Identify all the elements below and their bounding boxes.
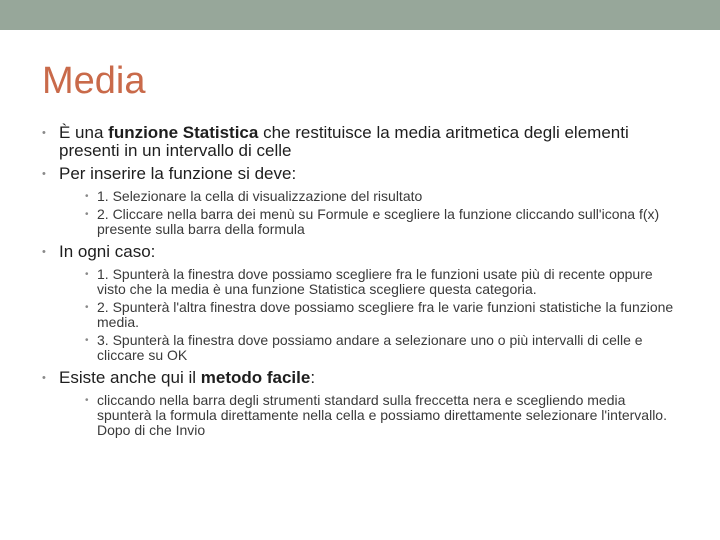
bullet-text (59, 164, 296, 183)
text-run: In ogni caso: (59, 242, 156, 261)
bullet-dot-icon: • (85, 269, 89, 280)
bullet-dot-icon: • (42, 127, 46, 139)
bullet-text (59, 242, 155, 261)
sub-bullet-text: 1. Spunterà la finestra dove possiamo scegliere fra le funzioni usate più di recente oppure visto che la media è una funzione Statistica scegliere questa categoria. (97, 266, 653, 297)
slide-body (42, 124, 682, 444)
bullet-item (42, 124, 682, 160)
top-accent-bar (0, 0, 720, 30)
sub-bullet-item (77, 300, 682, 330)
bullet-list (42, 124, 682, 438)
sub-bullet-item (77, 393, 682, 438)
text-run: Per inserire la funzione si deve: (59, 164, 297, 183)
sub-bullet-text: 2. Cliccare nella barra dei menù su Formule e scegliere la funzione cliccando sull'icona f(x) presente sulla barra della formula (97, 206, 660, 237)
bold-text: funzione Statistica (108, 123, 259, 142)
bullet-dot-icon: • (85, 191, 89, 202)
sub-bullet-item (77, 267, 682, 297)
text-run: È una (59, 123, 109, 142)
sub-bullet-text: 2. Spunterà l'altra finestra dove possiamo scegliere fra le varie funzioni statistiche la funzione media. (97, 299, 674, 330)
bold-text: metodo facile (200, 368, 311, 387)
sub-bullet-text: 3. Spunterà la finestra dove possiamo andare a selezionare uno o più intervalli di celle e cliccare su OK (97, 332, 643, 363)
bullet-dot-icon: • (85, 395, 89, 406)
sub-bullet-item (77, 189, 682, 204)
bullet-text (59, 368, 315, 387)
bullet-item (42, 165, 682, 237)
text-run: Esiste anche qui il (59, 368, 201, 387)
bullet-dot-icon: • (85, 302, 89, 313)
bullet-dot-icon: • (42, 372, 46, 384)
sub-bullet-item (77, 207, 682, 237)
slide-title: Media (42, 60, 146, 102)
sub-bullet-list (59, 393, 682, 438)
sub-bullet-text: 1. Selezionare la cella di visualizzazione del risultato (97, 188, 423, 204)
text-run: che restituisce la media aritmetica degli elementi presenti in un intervallo di celle (59, 123, 629, 160)
bullet-text (59, 123, 629, 160)
bullet-dot-icon: • (42, 168, 46, 180)
sub-bullet-item (77, 333, 682, 363)
text-run: : (310, 368, 316, 387)
bullet-item (42, 243, 682, 363)
bullet-dot-icon: • (85, 209, 89, 220)
bullet-item (42, 369, 682, 438)
sub-bullet-text: cliccando nella barra degli strumenti standard sulla freccetta nera e scegliendo media spunterà la formula direttamente nella cella e possiamo direttamente selezionare l'intervallo. Dopo di che Invio (97, 392, 667, 438)
bullet-dot-icon: • (42, 246, 46, 258)
sub-bullet-list (59, 189, 682, 237)
bullet-dot-icon: • (85, 335, 89, 346)
sub-bullet-list (59, 267, 682, 363)
